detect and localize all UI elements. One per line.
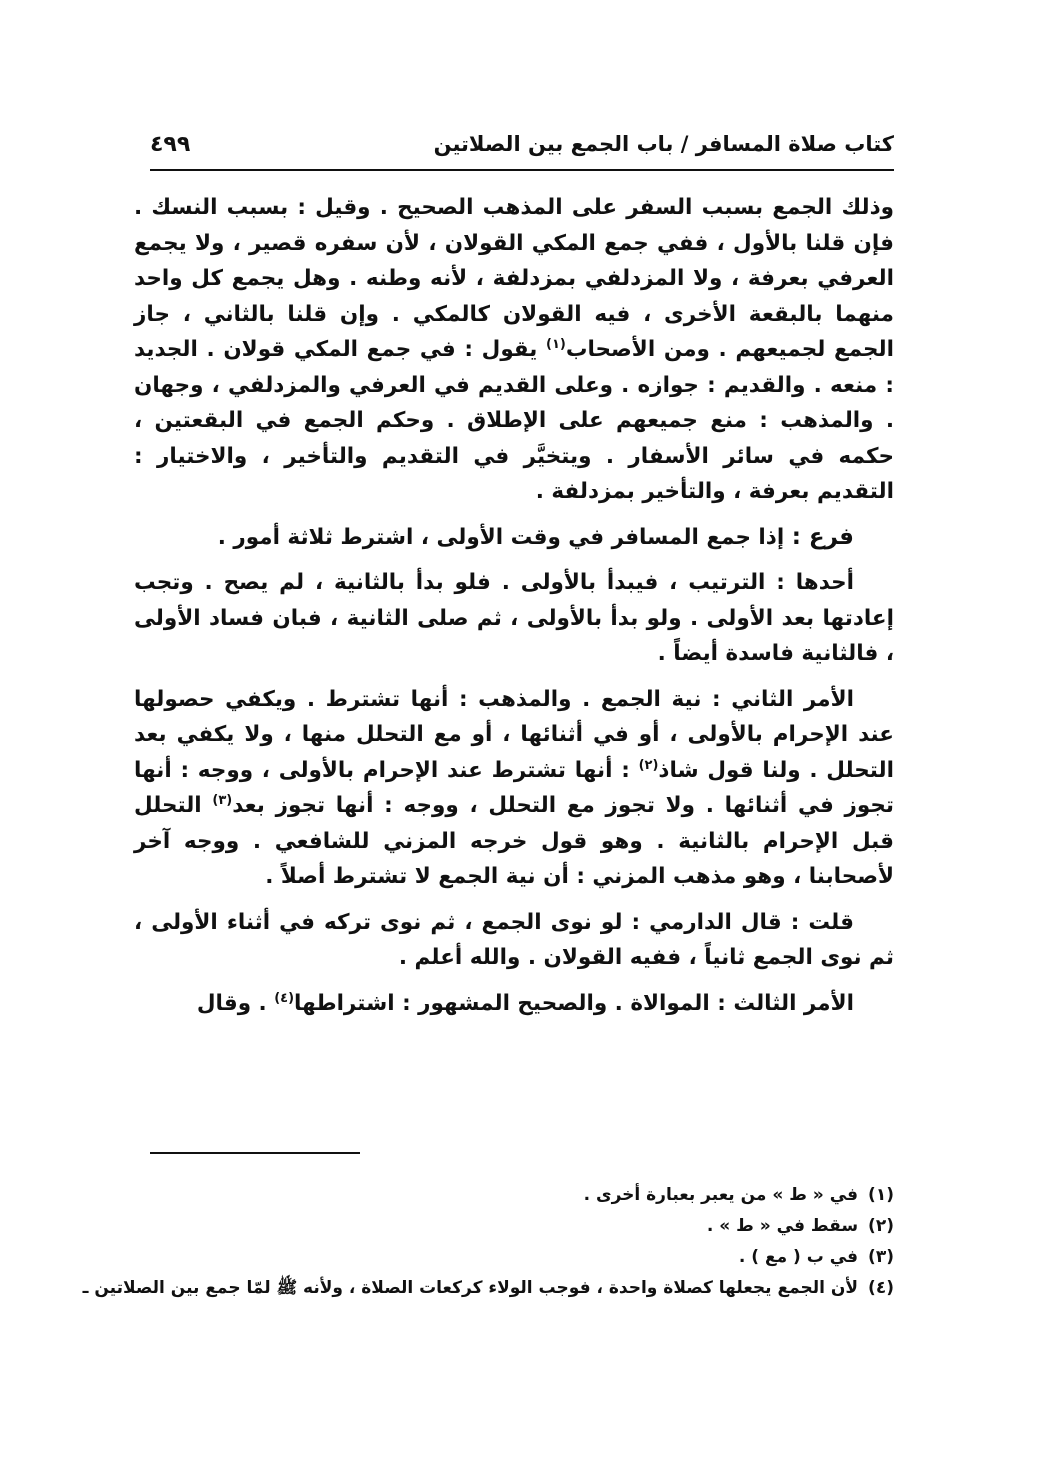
- paragraph-first-condition: [134, 565, 894, 672]
- footnote-ref: (٢): [638, 757, 659, 773]
- footnote-divider: [150, 1152, 360, 1154]
- paragraph-third-condition: [134, 986, 894, 1022]
- footnote: [134, 1211, 894, 1242]
- footnote-ref: (٤): [274, 990, 295, 1006]
- footnote-text: لأن الجمع يجعلها كصلاة واحدة ، فوجب الولاء كركعات الصلاة ، ولأنه ﷺ لمّا جمع بين الصلاتين ـ: [82, 1278, 859, 1298]
- footnote-number: (٤): [868, 1278, 894, 1298]
- paragraph-text: : أنها تشترط عند الإحرام بالأولى ، ووجه : أنها تجوز في أثنائها . ولا تجوز مع التحلل ، ووجه : أنها تجوز بعد: [134, 757, 894, 818]
- footnote-text: في ب ( مع ) .: [738, 1247, 859, 1267]
- footnotes: [82, 1180, 894, 1304]
- paragraph-text: الترتيب ، فيبدأ بالأولى . فلو بدأ بالثانية ، لم يصح . وتجب إعادتها بعد الأولى . ولو بدأ بالأولى ، ثم صلى الثانية ، فبان فساد الأولى ، فالثانية فاسدة أيضاً .: [134, 570, 894, 666]
- footnote: [134, 1180, 894, 1211]
- paragraph-qultu: [134, 905, 894, 976]
- header-divider: [150, 169, 894, 171]
- paragraph-lead: الأمر الثالث :: [717, 990, 854, 1016]
- paragraph-text: قال الدارمي : لو نوى الجمع ، ثم نوى تركه في أثناء الأولى ، ثم نوى الجمع ثانياً ، ففيه القولان . والله أعلم .: [134, 909, 894, 970]
- paragraph-text: الموالاة . والصحيح المشهور : اشتراطها: [294, 990, 718, 1016]
- footnote: [134, 1242, 894, 1273]
- main-text: [134, 190, 894, 1021]
- footnote-number: (١): [868, 1185, 894, 1205]
- paragraph-text: وذلك الجمع بسبب السفر على المذهب الصحيح . وقيل : بسبب النسك . فإن قلنا بالأول ، ففي جمع المكي القولان ، لأن سفره قصير ، ولا يجمع العرفي بعرفة ، ولا المزدلفي بمزدلفة ، لأنه وطنه . وهل يجمع كل واحد منهما بالبقعة الأخرى ، فيه القولان كالمكي . وإن قلنا بالثاني ، جاز الجمع لجميعهم . ومن الأصحاب: [134, 195, 894, 362]
- footnote: [82, 1273, 894, 1304]
- paragraph-text: إذا جمع المسافر في وقت الأولى ، اشترط ثلاثة أمور .: [217, 524, 792, 550]
- footnote-number: (٣): [868, 1247, 894, 1267]
- paragraph-text: . وقال: [196, 990, 275, 1016]
- paragraph-1: [134, 190, 894, 510]
- paragraph-text: يقول : في جمع المكي قولان . الجديد : منعه . والقديم : جوازه . وعلى القديم في العرفي والمزدلفي ، وجهان . والمذهب : منع جميعهم على الإطلاق . وحكم الجمع في البقعتين ، حكمه في سائر الأسفار . ويتخيَّر في التقديم والتأخير ، والاختيار : التقديم بعرفة ، والتأخير بمزدلفة .: [134, 337, 894, 504]
- footnote-ref: (٣): [212, 792, 233, 808]
- paragraph-far: [134, 520, 894, 556]
- footnote-ref: (١): [546, 336, 566, 352]
- footnote-number: (٢): [868, 1216, 894, 1236]
- paragraph-text: نية الجمع . والمذهب : أنها تشترط . ويكفي حصولها عند الإحرام بالأولى ، أو في أثنائها ، أو مع التحلل منها ، ولا يكفي بعد التحلل . ولنا قول شاذ: [134, 686, 894, 783]
- paragraph-second-condition: [134, 682, 894, 895]
- paragraph-lead: قلت :: [790, 909, 854, 935]
- page-number: ٤٩٩: [150, 132, 191, 157]
- paragraph-lead: فرع :: [791, 523, 854, 550]
- page-header: [150, 128, 894, 168]
- paragraph-lead: أحدها :: [776, 570, 854, 595]
- footnote-text: في « ط » من يعبر بعبارة أخرى .: [583, 1185, 859, 1205]
- footnote-text: سقط في « ط » .: [706, 1216, 859, 1236]
- paragraph-text: التحلل قبل الإحرام بالثانية . وهو قول خرجه المزني للشافعي . ووجه آخر لأصحابنا ، وهو مذهب المزني : أن نية الجمع لا تشترط أصلاً .: [134, 793, 894, 889]
- running-title: كتاب صلاة المسافر / باب الجمع بين الصلاتين: [433, 132, 894, 156]
- paragraph-lead: الأمر الثاني :: [712, 686, 854, 712]
